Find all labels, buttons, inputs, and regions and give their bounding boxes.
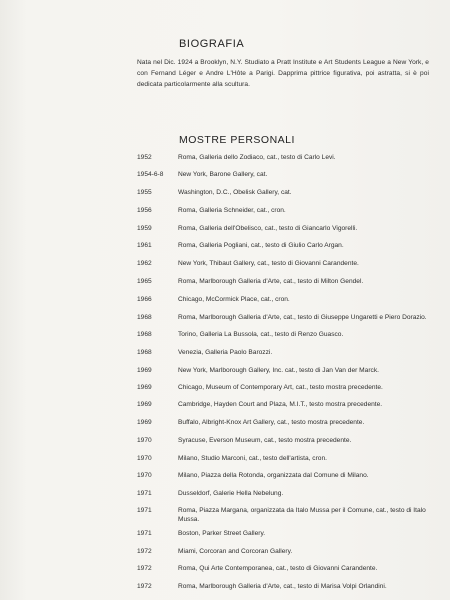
exhibition-year: 1969 xyxy=(137,367,152,374)
exhibition-description: Dusseldorf, Galerie Hella Nebelung. xyxy=(178,490,284,497)
exhibition-description: Syracuse, Everson Museum, cat., testo mostra precedente. xyxy=(178,437,352,444)
exhibition-year: 1955 xyxy=(137,189,152,196)
exhibition-year: 1966 xyxy=(137,296,152,303)
exhibition-description: Roma, Piazza Margana, organizzata da Italo Mussa per il Comune, cat., testo di Italo Mussa. xyxy=(178,507,426,523)
exhibition-description: Milano, Piazza della Rotonda, organizzata dal Comune di Milano. xyxy=(178,472,369,479)
exhibition-year: 1968 xyxy=(137,331,152,338)
exhibition-year: 1972 xyxy=(137,583,152,590)
exhibition-year: 1971 xyxy=(137,530,152,537)
exhibition-description: Washington, D.C., Obelisk Gallery, cat. xyxy=(178,189,292,196)
exhibition-description: Roma, Galleria Schneider, cat., cron. xyxy=(178,207,286,214)
exhibition-description: Roma, Galleria Pogliani, cat., testo di Giulio Carlo Argan. xyxy=(178,242,344,249)
exhibition-description: Cambridge, Hayden Court and Plaza, M.I.T., testo mostra precedente. xyxy=(178,401,383,408)
biografia-text: Nata nel Dic. 1924 a Brooklyn, N.Y. Studiato a Pratt Institute e Art Students League a New York, e con Fernand Léger e Andre L'Hôte a Parigi. Dapprima pittrice figurativa, poi astratta, si è poi dedicata particolarmente alla scultura. xyxy=(137,59,429,88)
exhibition-description: New York, Marlborough Gallery, Inc. cat., testo di Jan Van der Marck. xyxy=(178,367,379,374)
exhibition-year: 1968 xyxy=(137,349,152,356)
exhibition-description: Roma, Marlborough Galleria d'Arte, cat., testo di Giuseppe Ungaretti e Piero Dorazio. xyxy=(178,314,427,321)
mostre-personali-heading: MOSTRE PERSONALI xyxy=(179,134,295,146)
exhibition-description: Roma, Galleria dell'Obelisco, cat., testo di Giancarlo Vigorelli. xyxy=(178,225,358,232)
exhibition-year: 1971 xyxy=(137,490,152,497)
exhibition-description: Roma, Galleria dello Zodiaco, cat., testo di Carlo Levi. xyxy=(178,154,336,161)
exhibition-year: 1962 xyxy=(137,260,152,267)
exhibition-description: Roma, Qui Arte Contemporanea, cat., testo di Giovanni Carandente. xyxy=(178,565,378,572)
exhibition-description: Milano, Studio Marconi, cat., testo dell'artista, cron. xyxy=(178,455,327,462)
exhibition-description: Chicago, McCormick Place, cat., cron. xyxy=(178,296,290,303)
exhibition-year: 1968 xyxy=(137,314,152,321)
exhibition-year: 1959 xyxy=(137,225,152,232)
exhibition-year: 1965 xyxy=(137,278,152,285)
exhibition-year: 1969 xyxy=(137,384,152,391)
exhibition-year: 1956 xyxy=(137,207,152,214)
exhibition-description: Torino, Galleria La Bussola, cat., testo di Renzo Guasco. xyxy=(178,331,344,338)
exhibition-year: 1972 xyxy=(137,565,152,572)
exhibition-year: 1969 xyxy=(137,419,152,426)
exhibition-description: Chicago, Museum of Contemporary Art, cat., testo mostra precedente. xyxy=(178,384,383,391)
exhibition-description: New York, Thibaut Gallery, cat., testo di Giovanni Carandente. xyxy=(178,260,359,267)
exhibition-description: Roma, Marlborough Galleria d'Arte, cat., testo di Milton Gendel. xyxy=(178,278,364,285)
exhibition-year: 1954-6-8 xyxy=(137,171,164,178)
exhibition-description: Buffalo, Albright-Knox Art Gallery, cat., testo mostra precedente. xyxy=(178,419,365,426)
biografia-heading: BIOGRAFIA xyxy=(179,38,245,50)
exhibition-year: 1970 xyxy=(137,455,152,462)
exhibition-year: 1972 xyxy=(137,548,152,555)
exhibition-year: 1969 xyxy=(137,401,152,408)
exhibition-year: 1952 xyxy=(137,154,152,161)
exhibition-year: 1961 xyxy=(137,242,152,249)
exhibition-description: New York, Barone Gallery, cat. xyxy=(178,171,268,178)
exhibition-description: Venezia, Galleria Paolo Barozzi. xyxy=(178,349,273,356)
exhibition-year: 1971 xyxy=(137,507,152,514)
exhibition-year: 1970 xyxy=(137,437,152,444)
exhibition-description: Miami, Corcoran and Corcoran Gallery. xyxy=(178,548,293,555)
exhibition-year: 1970 xyxy=(137,472,152,479)
exhibition-description: Boston, Parker Street Gallery. xyxy=(178,530,266,537)
exhibition-description: Roma, Marlborough Galleria d'Arte, cat., testo di Marisa Volpi Orlandini. xyxy=(178,583,387,590)
